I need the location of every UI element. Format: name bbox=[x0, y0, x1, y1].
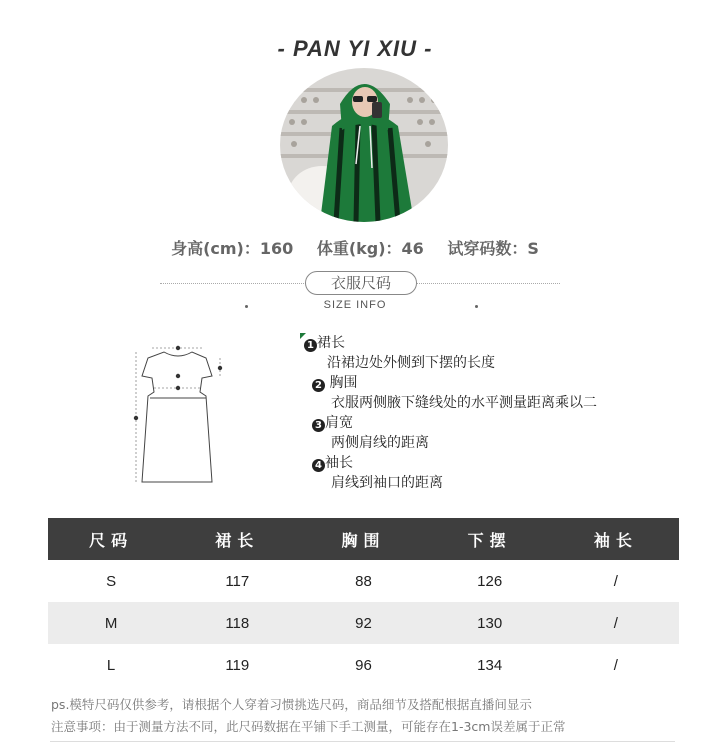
column-header: 袖长 bbox=[553, 518, 679, 560]
bottom-divider bbox=[50, 741, 675, 742]
legend-desc: 沿裙边处外侧到下摆的长度 bbox=[327, 355, 495, 371]
column-header: 尺码 bbox=[48, 518, 174, 560]
table-cell: S bbox=[106, 572, 117, 590]
legend-label: 胸围 bbox=[325, 375, 358, 391]
model-photo-illustration bbox=[280, 68, 448, 222]
legend-desc: 两侧肩线的距离 bbox=[331, 435, 429, 451]
table-cell: / bbox=[553, 602, 679, 644]
number-badge-icon: 1 bbox=[304, 339, 317, 352]
section-subtitle: SIZE INFO bbox=[323, 299, 387, 311]
dress-outline-icon bbox=[128, 340, 228, 490]
table-row bbox=[48, 560, 679, 602]
divider-dot bbox=[245, 305, 248, 308]
model-size: 试穿码数：S bbox=[447, 239, 539, 258]
table-cell: 130 bbox=[427, 602, 553, 644]
number-badge-icon: 2 bbox=[312, 379, 325, 392]
measurement-legend bbox=[300, 333, 597, 493]
table-cell: / bbox=[613, 656, 618, 674]
table-cell: 117 bbox=[225, 572, 250, 590]
legend-label: 裙长 bbox=[317, 335, 345, 351]
size-table bbox=[48, 518, 679, 686]
number-badge-icon: 4 bbox=[312, 459, 325, 472]
legend-item bbox=[300, 373, 597, 393]
table-cell: M bbox=[48, 602, 174, 644]
corner-mark-icon bbox=[300, 333, 306, 339]
column-header: 胸围 bbox=[300, 518, 426, 560]
model-photo bbox=[280, 68, 448, 222]
legend-desc: 衣服两侧腋下缝线处的水平测量距离乘以二 bbox=[331, 395, 597, 411]
model-note: ps.模特尺码仅供参考，请根据个人穿着习惯挑选尺码，商品细节及搭配根据直播间显示 bbox=[51, 697, 532, 712]
table-cell: 118 bbox=[174, 602, 300, 644]
legend-desc: 肩线到袖口的距离 bbox=[331, 475, 443, 491]
table-cell: 88 bbox=[355, 572, 372, 590]
section-title: 衣服尺码 bbox=[305, 271, 417, 295]
table-cell: 134 bbox=[477, 656, 503, 674]
column-header: 下摆 bbox=[427, 518, 553, 560]
table-header-row bbox=[48, 518, 679, 560]
table-cell: 92 bbox=[300, 602, 426, 644]
divider-dot bbox=[475, 305, 478, 308]
column-header: 裙长 bbox=[174, 518, 300, 560]
table-cell: 119 bbox=[225, 656, 250, 674]
table-row bbox=[48, 602, 679, 644]
legend-item bbox=[300, 453, 597, 473]
table-cell: 126 bbox=[477, 572, 503, 590]
number-badge-icon: 3 bbox=[312, 419, 325, 432]
dress-diagram bbox=[128, 340, 228, 494]
table-cell: 96 bbox=[355, 656, 372, 674]
brand-title: - PAN YI XIU - bbox=[277, 36, 433, 61]
table-cell: / bbox=[613, 572, 618, 590]
model-stats bbox=[0, 236, 710, 259]
legend-label: 袖长 bbox=[325, 455, 353, 471]
legend-item bbox=[300, 333, 597, 353]
legend-item bbox=[300, 413, 597, 433]
table-row bbox=[48, 644, 679, 686]
legend-label: 肩宽 bbox=[325, 415, 353, 431]
model-height: 身高(cm)：160 bbox=[171, 239, 294, 258]
model-weight: 体重(kg)：46 bbox=[316, 239, 424, 258]
measurement-note: 注意事项：由于测量方法不同，此尺码数据在平铺下手工测量，可能存在1-3cm误差属于正常 bbox=[51, 719, 566, 734]
table-cell: L bbox=[106, 656, 116, 674]
